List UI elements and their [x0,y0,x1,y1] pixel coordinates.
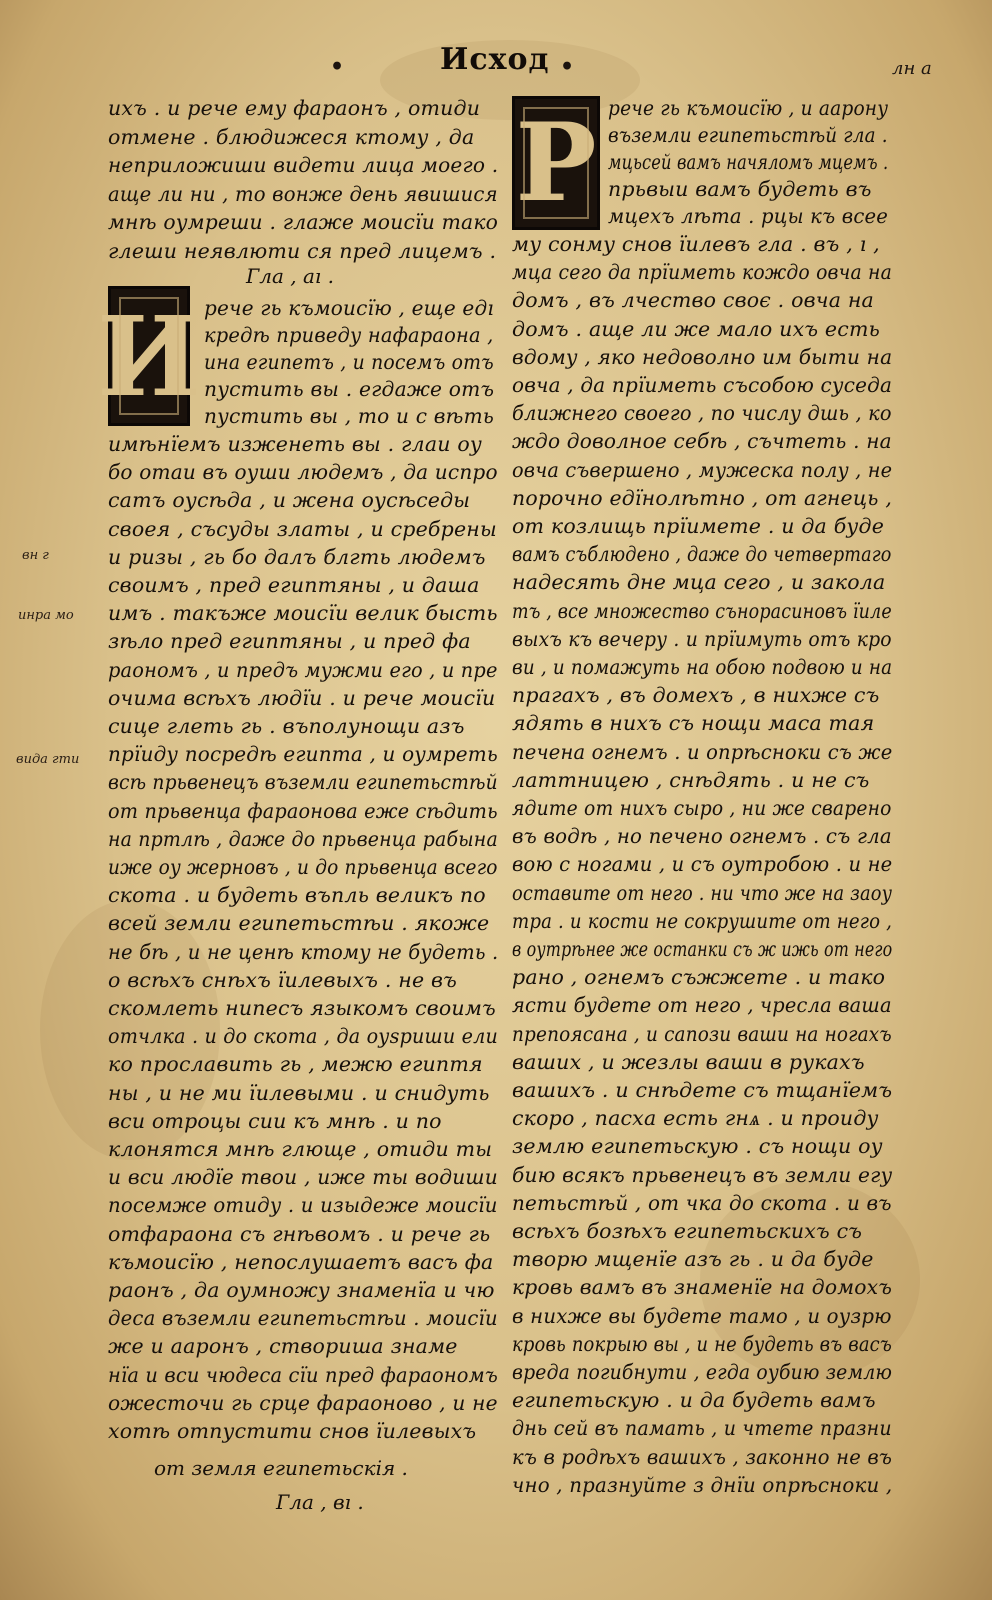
text-line: всей земли египетьстѣи . якоже [108,911,490,936]
chapter-heading-11: Гла , аı . [246,264,335,288]
text-line: ядять в нихъ съ нощи маса тая [512,711,875,736]
text-line: своея , съсуды златы , и сребрены [108,516,497,541]
text-line: бию всякъ прьвенецъ въ земли егу [512,1162,893,1187]
text-line: творю мщенїе азъ гь . и да буде [512,1247,874,1272]
text-line: о всѣхъ снѣхъ їилевыхъ . не въ [108,967,458,992]
text-line: всѣхъ бозѣхъ египетьскихъ съ [512,1219,863,1243]
folio-number: лн а [892,58,932,79]
text-line: нїа и вси чюдеса сїи пред фараономъ [108,1362,498,1387]
text-line: вреда погибнути , егда оубию землю [512,1360,893,1384]
text-line: вамъ съблюдено , даже до четвертаго [512,542,892,567]
text-line: вою с ногами , и съ оутробою . и не [512,852,893,877]
text-line: отмене . блюдижеся ктому , да [108,124,475,149]
text-line: неприложиши видети лица моего . [108,153,499,177]
margin-note: инра мо [18,608,74,623]
text-line: рано , огнемъ съжжете . и тако [512,965,886,990]
text-line: домъ . аще ли же мало ихъ есть [512,316,880,341]
text-line: на пртлѣ , даже до прьвенца рабына [108,826,498,851]
page-header: • Исход • [330,42,575,80]
text-line: и ризы , гь бо далъ блгть людемъ [108,544,486,569]
text-line: пустить вы . егдаже отъ [204,377,495,401]
page-title: Исход [440,42,550,77]
text-line: своимъ , пред египтяны , и даша [108,573,480,597]
text-line: в оутрѣнее же останки съ ж ижь от него [512,937,893,961]
text-line: посемже отиду . и изыдеже моисїи [108,1193,498,1218]
text-line: кровь вамъ въ знаменїе на домохъ [512,1275,893,1300]
text-line: оставите от него . ни что же на заоу [512,880,893,905]
text-line: всѣ прьвенецъ въземли египетьстѣй [108,770,498,795]
text-line: вдому , яко недоволно им быти на [512,344,893,369]
text-line: аще ли ни , то вонже день явишися [108,181,498,206]
text-line: зѣло пред египтяны , и пред фа [108,629,471,654]
text-line: домъ , въ лчество своє . овча на [512,288,874,313]
text-line: от прьвенца фараонова еже сѣдить [108,798,498,823]
chapter-heading-12: Гла , вı . [276,1490,364,1514]
text-line: прїиду посредѣ египта , и оумреть [108,742,498,767]
text-line: отфараона съ гнѣвомъ . и рече гь [108,1221,491,1246]
text-line: ближнего своего , по числу дшь , ко [512,401,892,426]
text-line: вашихъ . и снѣдете съ тщанїемъ [512,1078,893,1102]
text-line: раонъ , да оумножу знаменїа и чю [108,1278,495,1302]
text-line: ко прославить гь , межю египтя [108,1052,483,1077]
text-line: ви , и помажуть на обою подвою и на [512,655,893,679]
text-line: ны , и не ми їилевыми . и снидуть [108,1080,490,1105]
text-line: скоро , пасха есть гнѧ . и проиду [512,1106,879,1131]
text-line: овча , да прїиметь съсобою суседа [512,373,893,397]
text-line: му сонму снов їилевъ гла . въ , ı , [512,232,880,256]
text-line: днь сей въ памать , и чтете празни [512,1416,892,1441]
margin-note: вн г [22,548,49,563]
text-line: ядите от нихъ сыро , ни же сварено [512,796,892,820]
text-line: скота . и будеть въпль великъ по [108,883,486,908]
text-line: имъ . такъже моисїи велик бысть [108,601,498,626]
text-line: же и ааронъ , створиша знаме [108,1334,458,1359]
text-line: рече гь къмоисїю , и аарону [608,96,889,120]
text-line: надесять дне мца сего , и закола [512,570,886,595]
text-line: мнѣ оумреши . глаже моисїи тако [108,210,499,234]
text-line: печена огнемъ . и опрѣсноки съ же [512,739,893,764]
text-line: къ в родѣхъ вашихъ , законно не въ [512,1444,893,1469]
left-column [97,96,499,1526]
text-line: ясти будете от него , чресла ваша [512,993,892,1018]
text-line: мцехъ лѣта . рцы къ всее [608,204,889,228]
text-line: имѣнїемъ изженеть вы . глаи оу [108,432,482,456]
text-line: сатъ оусѣда , и жена оусѣседы [108,488,471,513]
text-line: тра . и кости не сокрушите от него , [512,908,893,933]
text-line: въ водѣ , но печено огнемъ . съ гла [512,824,892,849]
text-line: выхъ къ вечеру . и прїимуть отъ кро [512,626,892,651]
text-line: раономъ , и предъ мужми его , и пре [108,657,498,682]
text-line: ожесточи гь срце фараоново , и не [108,1390,498,1415]
text-line: латтницею , снѣдять . и не съ [512,767,870,792]
text-line: въземли египетьстѣй гла . [608,123,888,147]
text-line: петьстѣй , от чка до скота . и въ [512,1190,892,1215]
text-line: ина египетъ , и посемъ отъ [204,350,494,374]
text-line: ждо доволное себѣ , съчтеть . на [512,429,892,454]
text-line: сице глеть гь . въполунощи азъ [108,714,465,738]
text-line: очима всѣхъ людїи . и рече моисїи [108,685,496,710]
margin-note: вида гти [16,752,80,767]
text-line: отчлка . и до скота , да оуѕриши ели [108,1024,498,1049]
drop-cap-initial-right [512,96,600,230]
text-line: овча съвершено , мужеска полу , не [512,457,893,482]
text-line: клонятся мнѣ глюще , отиди ты [108,1137,493,1161]
text-line: мца сего да прїиметь кождо овча на [512,260,892,285]
text-line: и вси людїе твои , иже ты водиши [108,1165,498,1190]
text-line: мцьсей вамъ начяломъ мцемъ . [608,150,889,174]
text-line: къмоисїю , непослушаетъ васъ фа [108,1249,494,1274]
text-line: иже оу жерновъ , и до прьвенца всего [108,855,498,879]
text-line: деса въземли египетьстѣи . моисїи [108,1306,498,1331]
text-line: порочно едїнолѣтно , от агнець , [512,485,893,510]
drop-cap-letter: И [97,291,201,421]
text-line: пустить вы , то и с вѣть [204,404,494,428]
text-line: тъ , все множество сънорасиновъ їиле [512,598,892,623]
text-line: прагахъ , въ домехъ , в нихже съ [512,683,880,708]
text-line: от козлищь прїимете . и да буде [512,514,885,538]
drop-cap-letter: Р [515,100,597,226]
text-line: ихъ . и рече ему фараонъ , отиди [108,96,481,120]
text-line: землю египетьскую . съ нощи оу [512,1134,883,1159]
drop-cap-initial-left [97,286,201,426]
text-line: вси отроцы сии къ мнѣ . и по [108,1108,442,1133]
text-line: рече гь къмоисїю , еще едı [204,296,494,320]
text-line: препоясана , и сапози ваши на ногахъ [512,1021,892,1046]
text-line: чно , празнуйте з днїи опрѣсноки , [512,1472,893,1497]
text-line: в нихже вы будете тамо , и оузрю [512,1303,892,1328]
text-line: хотѣ отпустити снов їилевыхъ [108,1419,477,1443]
text-line: кредѣ приведу нафараона , [204,323,494,347]
closing-line: от земля египетьскія . [154,1456,408,1480]
text-line: не бѣ , и не ценѣ ктому не будеть . [108,939,499,964]
text-line: ваших , и жезлы ваши в рукахъ [512,1049,865,1074]
right-column [512,92,892,1532]
text-line: бо отаи въ оуши людемъ , да испро [108,460,498,485]
text-line: скомлеть нипесъ языкомъ своимъ [108,996,496,1020]
text-line: кровь покрыю вы , и не будеть въ васъ [512,1331,892,1356]
text-line: египетьскую . и да будеть вамъ [512,1388,876,1413]
text-line: прьвыи вамъ будеть въ [608,177,872,201]
text-line: глеши неявлюти ся пред лицемъ . [108,238,497,263]
